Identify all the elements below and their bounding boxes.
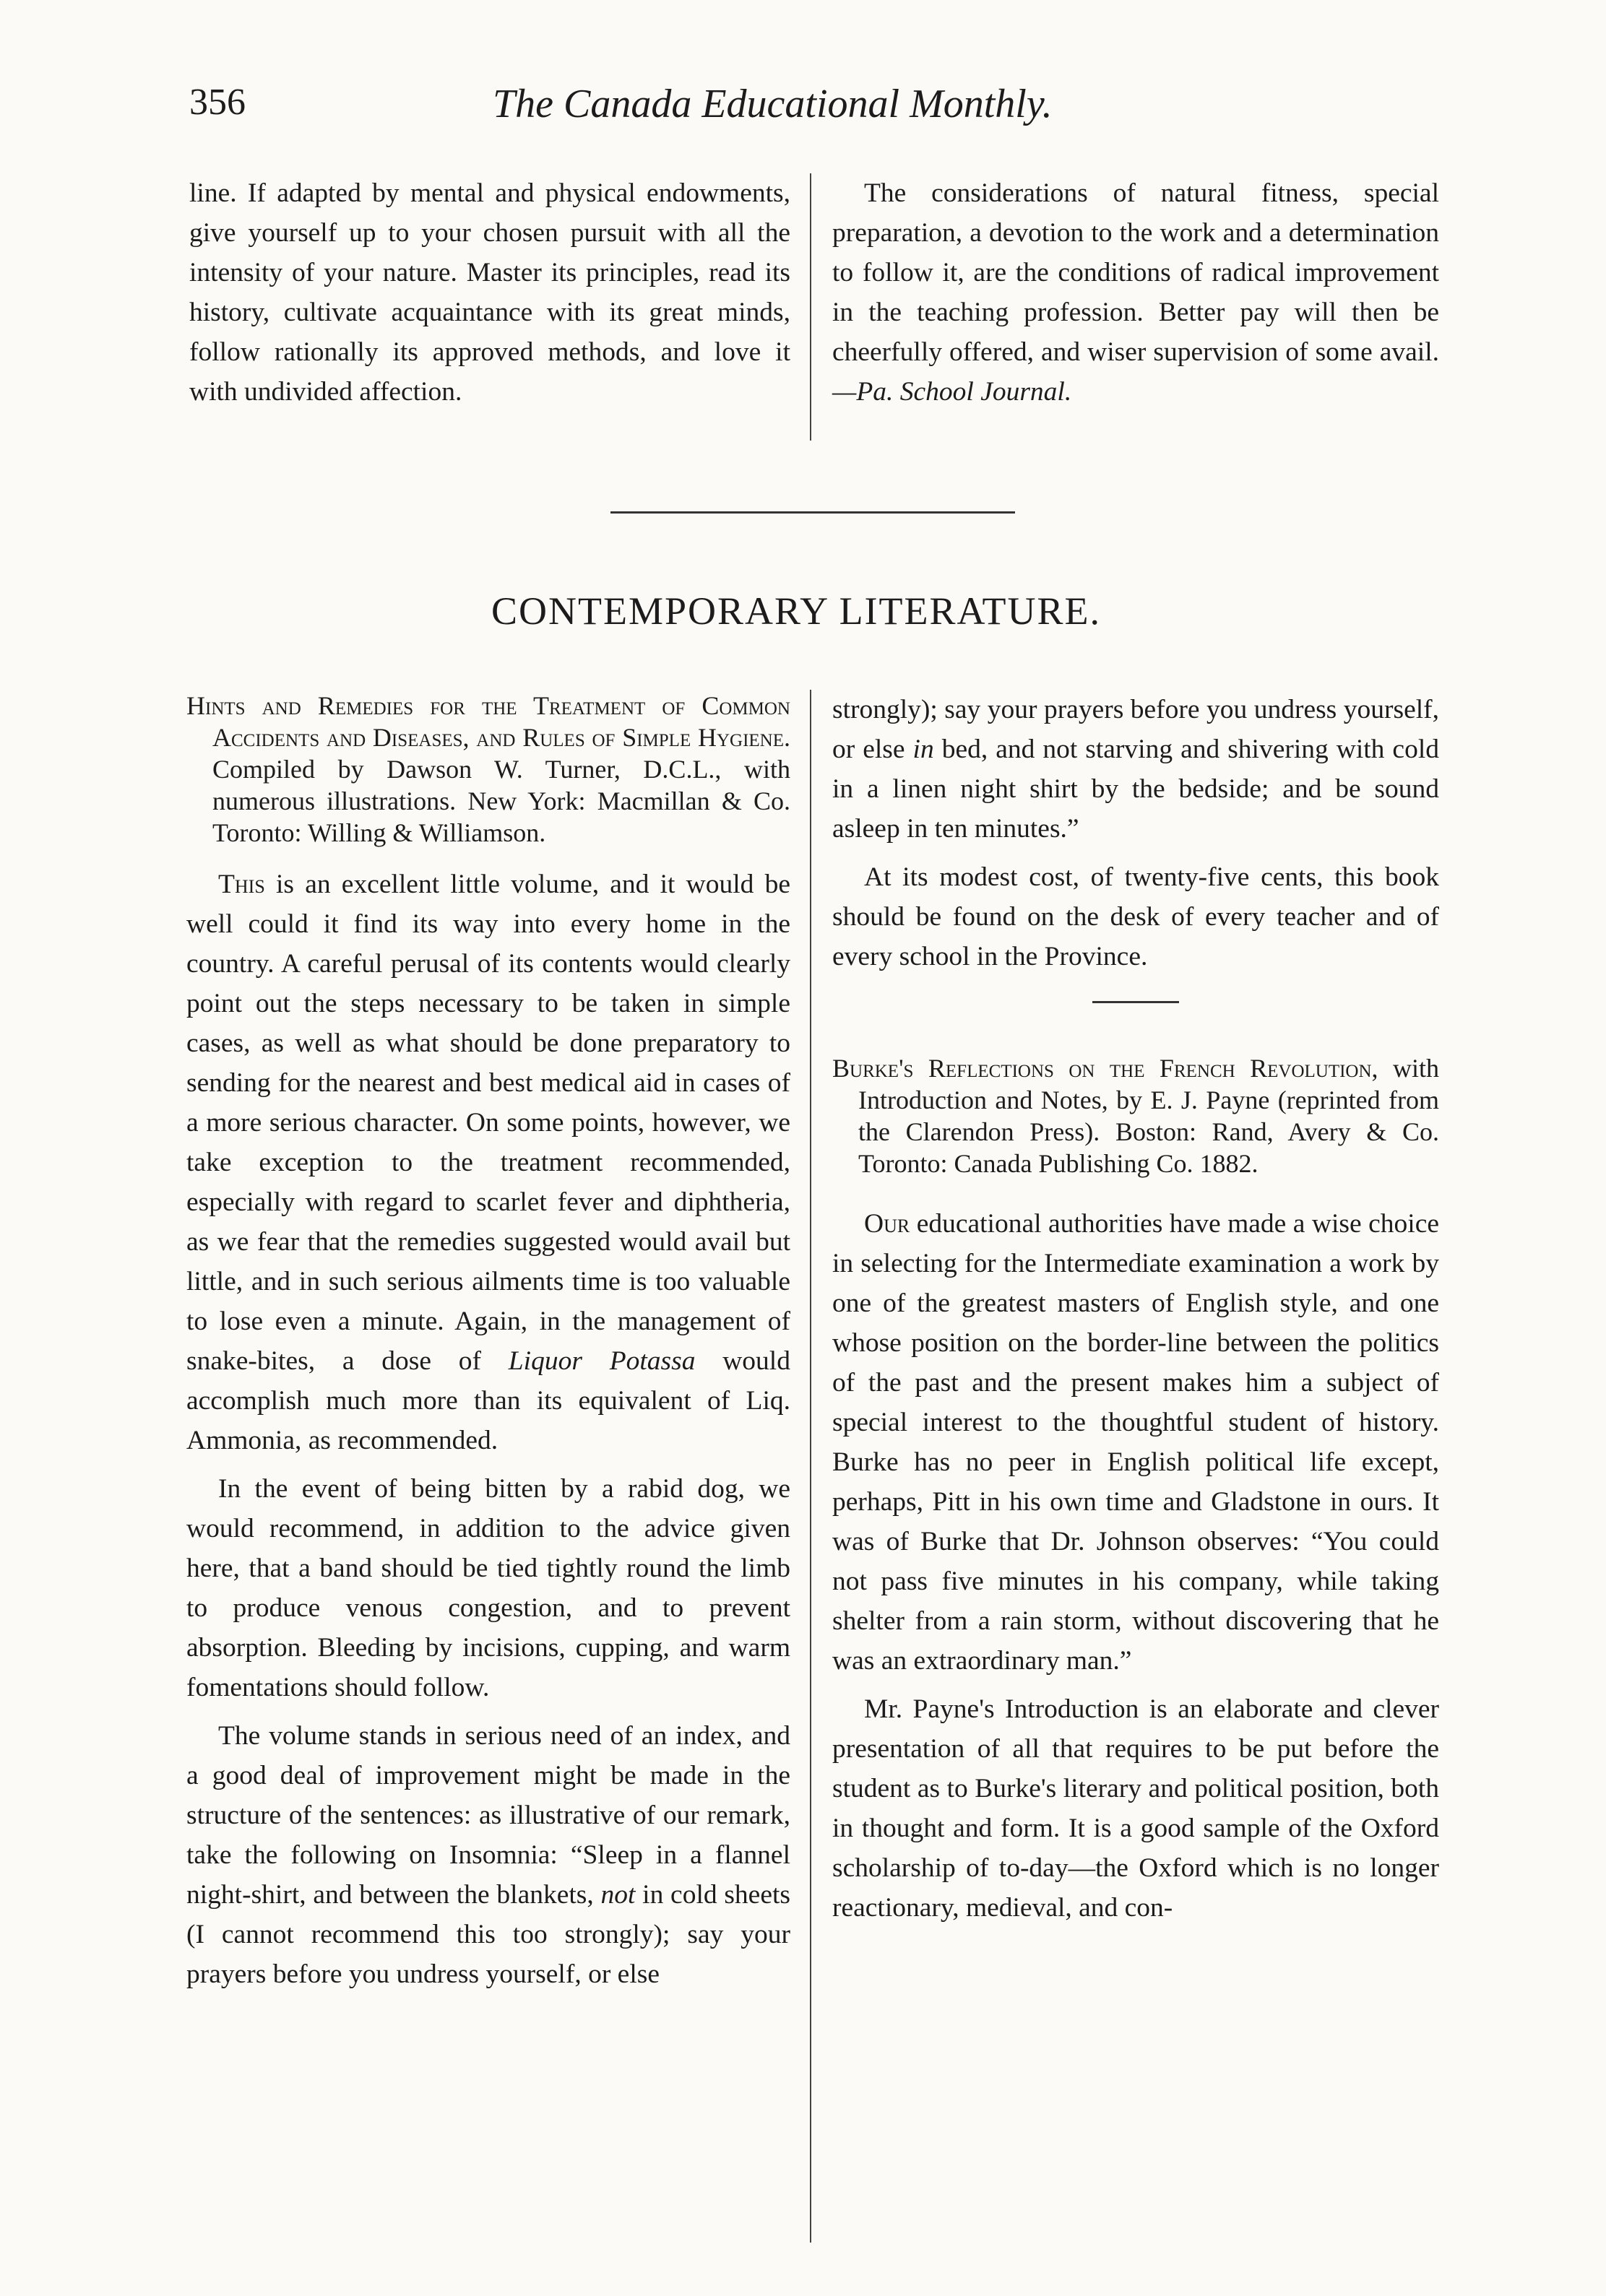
review1-paragraph-2: In the event of being bitten by a rabid dog, we would recommend, in addition to the advice given here, that a band should be tied tightly round the limb to produce venous congestion, and to prevent absorption. Bleeding by incisions, cupping, and warm fomentations should follow. <box>186 1474 790 1702</box>
review1-title: Hints and Remedies for the Treatment of Common Accidents and Diseases, and Rules of Simple Hygiene. <box>186 691 790 752</box>
journal-title: The Canada Educational Monthly. <box>493 82 1053 126</box>
section-separator-rule <box>610 511 1015 514</box>
page-header <box>189 81 1157 146</box>
review1-p1-italic: Liquor Potassa <box>508 1346 696 1376</box>
review1-p1-end: would accomplish much more than its equivalent of Liq. Ammonia, as recommended. <box>186 1346 790 1455</box>
review1-p3-b: in cold sheets (I cannot recommend this too strongly); say your prayers before you undress yourself, or else <box>186 1880 790 1989</box>
review2-paragraph-1 <box>832 1204 1439 1681</box>
review2-details: with Introduction and Notes, by E. J. Payne (reprinted from the Clarendon Press). Boston: Rand, Avery & Co. Toronto: Canada Publishing Co. 1882. <box>858 1054 1439 1178</box>
top-right-text: The considerations of natural fitness, special preparation, a devotion to the work and a determination to follow it, are the conditions of radical improvement in the teaching profession. Better pay will then be cheerfully offered, and wiser supervision of some avail. <box>832 178 1439 367</box>
review1-p3-not: not <box>600 1880 636 1910</box>
review1-lead: This <box>218 870 265 899</box>
review1-paragraph-4: At its modest cost, of twenty-five cents, this book should be found on the desk of every teacher and of every school in the Province. <box>832 862 1439 971</box>
review2-title: Burke's Reflections on the French Revolution, <box>832 1054 1378 1083</box>
review1-paragraph-3-continued <box>832 690 1439 849</box>
left-column <box>186 690 790 1994</box>
review1-p3-in: in <box>912 735 934 764</box>
review1-p3-c-wrap: strongly); say your prayers before you undress yourself, or else in bed, and not starving and shivering with cold in a linen night shirt by the bedside; and be sound asleep in ten minutes.” <box>832 695 1439 844</box>
page-number: 356 <box>189 82 246 123</box>
review1-p3-a: The volume stands in serious need of an index, and a good deal of improvement might be made in the structure of the sentences: as illustrative of our remark, take the following on Insomnia: “Sleep in a flannel night-shirt, and between the blankets, <box>186 1721 790 1910</box>
top-right-column <box>832 173 1439 412</box>
review1-paragraph-1 <box>186 865 790 1460</box>
review2-p1-text: educational authorities have made a wise choice in selecting for the Intermediate examination a work by one of the greatest masters of English style, and one whose position on the border-line between the politics of the past and the present makes him a subject of special interest to the thoughtful student of history. Burke has no peer in English political life except, perhaps, Pitt in his own time and Gladstone in ours. It was of Burke that Dr. Johnson observes: “You could not pass five minutes in his company, while taking shelter from a rain storm, without discovering that he was an extraordinary man.” <box>832 1209 1439 1676</box>
top-left-paragraph: line. If adapted by mental and physical endowments, give yourself up to your chosen pursuit with all the intensity of your nature. Master its principles, read its history, cultivate acquaintance with its great minds, follow rationally its approved methods, and love it with undivided affection. <box>189 178 790 407</box>
review2-lead: Our <box>864 1209 910 1239</box>
column-divider-main <box>810 690 811 2243</box>
review1-citation <box>186 690 790 849</box>
review1-p3-c: bed, and not starving and shivering with cold in a linen night shirt by the bedside; and be sound asleep in ten minutes.” <box>832 735 1439 844</box>
section-title: CONTEMPORARY LITERATURE. <box>491 589 1102 633</box>
review1-paragraph-3 <box>186 1716 790 1994</box>
right-column <box>832 690 1439 1928</box>
review2-citation <box>832 1052 1439 1179</box>
review1-details: Compiled by Dawson W. Turner, D.C.L., with numerous illustrations. New York: Macmillan & Co. Toronto: Willing & Williamson. <box>212 755 790 847</box>
top-right-source: —Pa. School Journal. <box>832 377 1072 407</box>
top-right-paragraph <box>832 173 1439 412</box>
column-divider-top <box>810 173 811 441</box>
top-left-column <box>189 173 790 412</box>
review1-p1-text: is an excellent little volume, and it would be well could it find its way into every home in the country. A careful perusal of its contents would clearly point out the steps necessary to be taken in simple cases, as well as what should be done preparatory to sending for the nearest and best medical aid in cases of a more serious character. On some points, however, we take exception to the treatment recommended, especially with regard to scarlet fever and diphtheria, as we fear that the remedies suggested would avail but little, and in such serious ailments time is too valuable to lose even a minute. Again, in the management of snake-bites, a dose of <box>186 870 790 1376</box>
review-separator-rule <box>1092 1001 1179 1003</box>
review2-paragraph-2: Mr. Payne's Introduction is an elaborate and clever presentation of all that requires to be put before the student as to Burke's literary and political position, both in thought and form. It is a good sample of the Oxford scholarship of to-day—the Oxford which is no longer reactionary, medieval, and con- <box>832 1694 1439 1923</box>
